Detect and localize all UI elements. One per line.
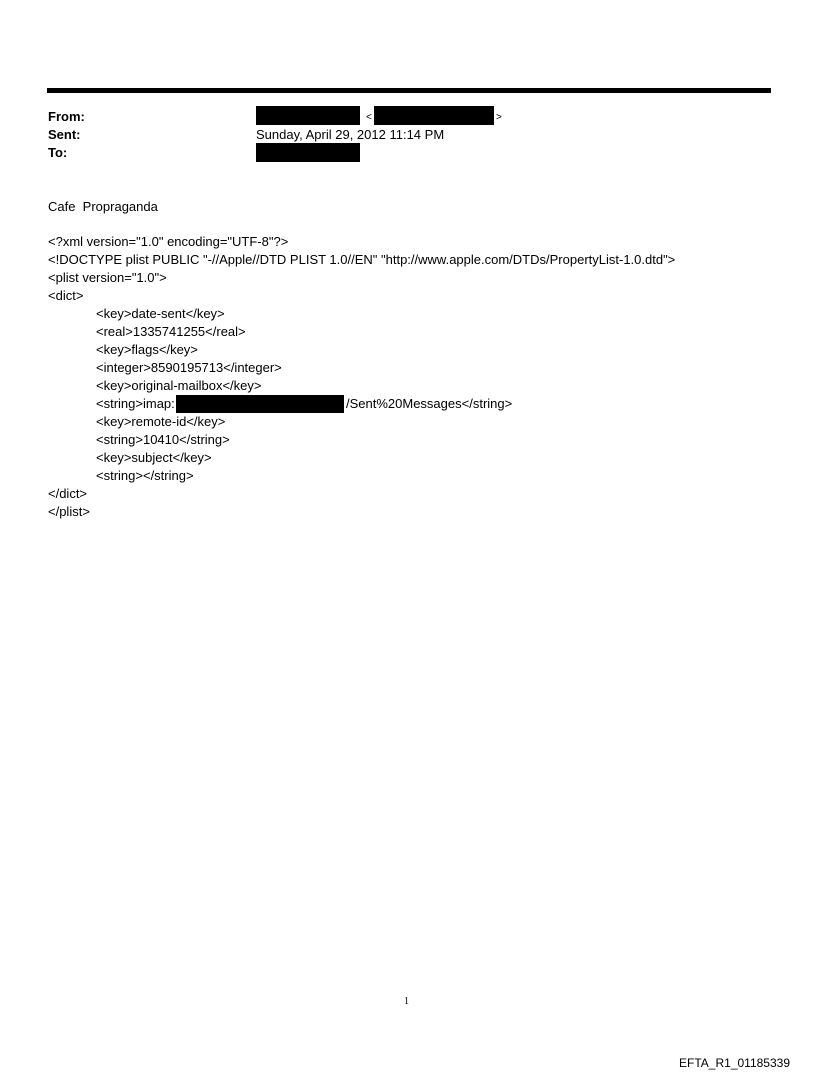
xml-declaration: <?xml version="1.0" encoding="UTF-8"?> [48, 234, 289, 249]
from-label: From: [48, 109, 85, 124]
plist-open: <plist version="1.0"> [48, 270, 167, 285]
key-remote-id: <key>remote-id</key> [96, 414, 226, 429]
sent-value: Sunday, April 29, 2012 11:14 PM [256, 127, 445, 142]
sent-label: Sent: [48, 127, 81, 142]
from-angle-close: > [496, 112, 502, 123]
remote-id-value: <string>10410</string> [96, 432, 230, 447]
header-rule [47, 88, 771, 93]
mailbox-string-end: /Sent%20Messages</string> [346, 396, 513, 411]
mailbox-string-start: <string>imap: [96, 396, 175, 411]
key-subject: <key>subject</key> [96, 450, 212, 465]
key-flags: <key>flags</key> [96, 342, 198, 357]
dict-close: </dict> [48, 486, 88, 501]
bates-number: EFTA_R1_01185339 [679, 1056, 790, 1070]
integer-value: <integer>8590195713</integer> [96, 360, 282, 375]
from-name-redaction [256, 106, 360, 125]
plist-close: </plist> [48, 504, 90, 519]
page-number: 1 [404, 996, 409, 1007]
key-original-mailbox: <key>original-mailbox</key> [96, 378, 262, 393]
doctype-line: <!DOCTYPE plist PUBLIC "-//Apple//DTD PLIST 1.0//EN" "http://www.apple.com/DTDs/PropertyList-1.0.dtd"> [48, 252, 676, 267]
subject-line: Cafe Propraganda [48, 199, 158, 214]
from-angle-open: < [366, 112, 372, 123]
key-date-sent: <key>date-sent</key> [96, 306, 225, 321]
to-redaction [256, 143, 360, 162]
from-email-redaction [374, 106, 494, 125]
real-value: <real>1335741255</real> [96, 324, 246, 339]
subject-string: <string></string> [96, 468, 194, 483]
to-label: To: [48, 145, 68, 160]
mailbox-redaction [176, 395, 344, 413]
dict-open: <dict> [48, 288, 84, 303]
